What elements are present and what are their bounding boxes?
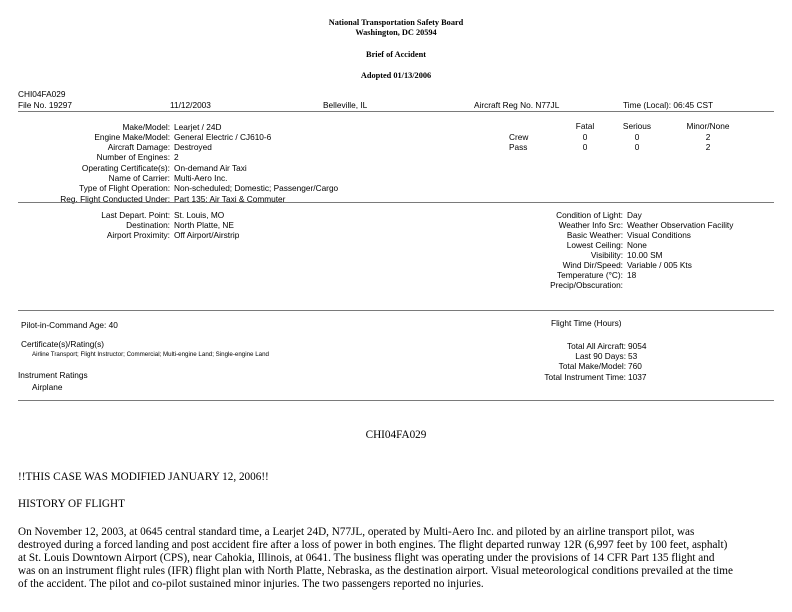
field-value: St. Louis, MO [174,209,225,220]
injury-cell: 0 [582,131,588,142]
flight-info [60,210,239,241]
flight-time-title: Flight Time (Hours) [551,318,622,328]
narrative-line: destroyed during a forced landing and post accident fire after a loss of power in both engines. The flight departed runway 12R (6,997 feet by 100 feet, asphalt) [18,539,728,551]
weather-info [500,210,733,291]
field-label: Last Depart. Point: [101,209,170,220]
certificates-value: Airline Transport; Flight Instructor; Commercial; Multi-engine Land; Single-engine Land [32,351,269,358]
injury-row-label: Pass [509,142,528,152]
instrument-ratings-value: Airplane [32,382,63,392]
field-value: North Platte, NE [174,219,234,230]
field-label: Total Make/Model: [558,361,626,372]
accident-date: 11/12/2003 [170,100,211,110]
case-id: CHI04FA029 [18,89,66,99]
field-label: Type of Flight Operation: [79,183,170,194]
field-value: On-demand Air Taxi [174,162,247,173]
narrative-line: was on an instrument flight rules (IFR) flight plan with North Platte, Nebraska, as the destination airport. Visual meteorological conditions prevailed at the time [18,565,733,577]
field-label: Operating Certificate(s): [81,162,170,173]
divider [18,310,774,311]
injury-row-crew [505,132,753,143]
injury-row-pass [505,142,753,153]
injury-col-minor: Minor/None [686,121,730,131]
field-value: 9054 [628,340,647,351]
field-value: 53 [628,350,638,361]
injury-table [505,121,753,153]
field-value: None [627,239,647,250]
section-title: HISTORY OF FLIGHT [18,498,125,510]
narrative-case-id: CHI04FA029 [365,429,427,441]
agency-address: Washington, DC 20594 [355,28,437,37]
certificates-label: Certificate(s)/Rating(s) [21,339,104,349]
field-value [627,280,733,290]
field-value: Day [627,209,642,220]
injury-cell: 2 [705,131,711,142]
modified-notice: !!THIS CASE WAS MODIFIED JANUARY 12, 2006!! [18,471,269,483]
narrative-line: On November 12, 2003, at 0645 central standard time, a Learjet 24D, N77JL, operated by Multi-Aero Inc. and piloted by an airline transport pilot, was [18,526,695,538]
adopted-date: Adopted 01/13/2006 [360,71,432,80]
aircraft-info [18,122,338,204]
field-value: 2 [174,152,179,163]
field-label: Total All Aircraft: [566,340,626,351]
divider [18,111,774,112]
field-label: Aircraft Damage: [107,142,170,153]
field-label: Precip/Obscuration: [550,280,623,291]
narrative-line: of the accident. The pilot and co-pilot sustained minor injuries. The two passengers reported no injuries. [18,578,484,590]
field-label: Condition of Light: [556,209,623,220]
field-value: 1037 [628,371,647,382]
file-number: File No. 19297 [18,100,72,110]
flight-time-info [520,341,646,383]
injury-col-serious: Serious [622,121,652,131]
injury-cell: 0 [634,142,640,152]
injury-col-fatal: Fatal [575,121,595,131]
divider [18,400,774,401]
injury-cell: 2 [705,142,711,152]
field-label: Destination: [126,219,170,230]
injury-cell: 0 [582,142,588,152]
field-value: Part 135: Air Taxi & Commuter [174,193,286,204]
accident-location: Belleville, IL [323,100,368,110]
field-value: Multi-Aero Inc. [174,172,228,183]
field-value: Destroyed [174,142,212,153]
agency-name: National Transportation Safety Board [328,18,464,27]
field-label: Weather Info Src: [558,219,623,230]
field-value: 760 [628,361,642,372]
document-title: Brief of Accident [366,50,426,59]
field-value: Non-scheduled; Domestic; Passenger/Cargo [174,183,339,194]
field-label: Temperature (°C): [556,270,623,281]
injury-row-label: Crew [509,131,529,142]
field-label: Name of Carrier: [108,172,170,183]
field-label: Number of Engines: [96,152,170,163]
pilot-age: Pilot-in-Command Age: 40 [21,320,118,330]
field-value: Variable / 005 Kts [627,259,692,270]
field-label: Visibility: [590,249,623,260]
field-label: Airport Proximity: [106,230,170,241]
local-time: Time (Local): 06:45 CST [623,100,714,110]
injury-header-row [505,121,753,132]
narrative-line: at St. Louis Downtown Airport (CPS), near Cahokia, Illinois, at 0641. The business flight was operating under the provisions of 14 CFR Part 135 flight and [18,552,715,564]
field-label: Last 90 Days: [575,350,626,361]
field-label: Wind Dir/Speed: [562,259,623,270]
field-label: Make/Model: [122,121,170,132]
field-label: Reg. Flight Conducted Under: [60,193,170,204]
field-value: 18 [627,270,637,281]
field-value: Visual Conditions [627,229,691,240]
field-label: Total Instrument Time: [544,371,626,382]
field-label: Basic Weather: [566,229,623,240]
field-value: Weather Observation Facility [627,219,734,230]
divider [18,202,774,203]
field-value: Off Airport/Airstrip [174,230,240,241]
instrument-ratings-label: Instrument Ratings [18,370,88,380]
injury-cell: 0 [634,131,640,142]
aircraft-reg-number: Aircraft Reg No. N77JL [474,100,560,110]
field-value: 10.00 SM [627,249,663,260]
field-value: General Electric / CJ610-6 [174,131,272,142]
field-label: Engine Make/Model: [94,131,170,142]
field-value: Learjet / 24D [174,121,222,132]
field-label: Lowest Ceiling: [566,239,623,250]
